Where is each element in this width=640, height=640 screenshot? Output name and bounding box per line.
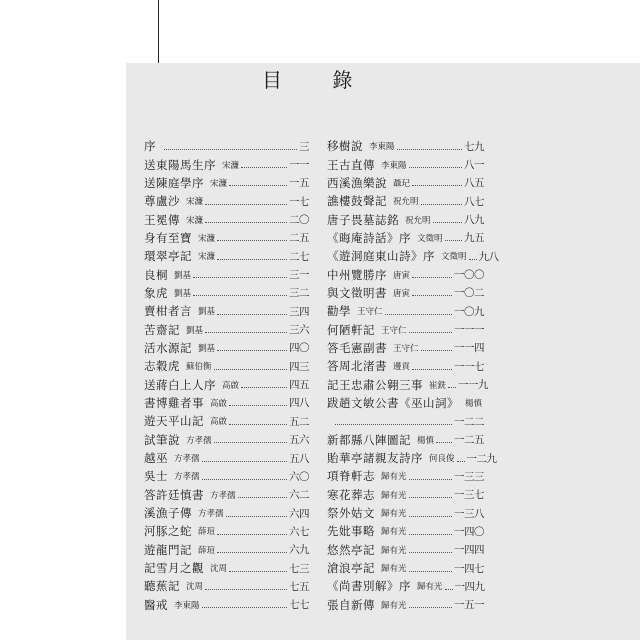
- toc-entry-page: 二五: [289, 232, 309, 245]
- toc-entry-title: 悠然亭記: [327, 542, 375, 557]
- toc-entry[interactable]: [144, 357, 309, 375]
- toc-entry-title: 譙樓鼓聲記: [327, 194, 387, 209]
- toc-entry-title: 與文徵明書: [327, 285, 387, 300]
- crop-mark-vertical: [158, 0, 159, 63]
- toc-entry[interactable]: [144, 265, 309, 283]
- toc-entry-author: 邊貢: [393, 362, 411, 373]
- toc-entry-author: 蘇伯衡: [186, 362, 212, 373]
- toc-entry[interactable]: [144, 486, 309, 504]
- toc-entry-author: 祝允明: [393, 197, 419, 208]
- toc-leader-dots: [445, 589, 453, 590]
- toc-entry-author: 劉基: [186, 325, 204, 336]
- toc-entry-title: 貽華亭諸親友詩序: [327, 451, 423, 466]
- toc-entry-author: 劉基: [198, 307, 216, 318]
- toc-entry-title: 勸學: [327, 304, 351, 319]
- toc-entry[interactable]: [327, 247, 499, 265]
- toc-entry-author: 楊慎: [417, 435, 435, 446]
- toc-entry-page: 七三: [289, 562, 309, 575]
- toc-entry-title: 西溪漁樂說: [327, 175, 387, 190]
- toc-entry[interactable]: [327, 302, 484, 320]
- toc-entry-page: 一一七: [454, 360, 484, 373]
- toc-entry-author: 方孝孺: [198, 509, 224, 520]
- toc-leader-dots: [229, 185, 287, 186]
- toc-leader-dots: [436, 442, 452, 443]
- toc-entry-title: 跋趙文敏公書《巫山詞》: [327, 395, 459, 410]
- toc-entry-page: 一四四: [454, 544, 484, 557]
- toc-entry-author: 宋濂: [198, 252, 216, 263]
- toc-entry-title: 滄浪亭記: [327, 561, 375, 576]
- toc-entry-author: 宋濂: [210, 178, 228, 189]
- toc-entry-title: 新都縣八陣圖記: [327, 432, 411, 447]
- toc-leader-dots: [409, 479, 452, 480]
- toc-leader-dots: [193, 277, 287, 278]
- toc-entry-author: 沈周: [210, 564, 228, 575]
- toc-entry[interactable]: [327, 504, 484, 522]
- toc-entry-title: 河豚之蛇: [144, 524, 192, 539]
- toc-entry-author: 歸有光: [381, 472, 407, 483]
- toc-entry-title: 聽蕉記: [144, 579, 180, 594]
- toc-entry-title: 良桐: [144, 267, 168, 282]
- toc-entry[interactable]: [144, 320, 309, 338]
- toc-entry-title: 寒花葬志: [327, 487, 375, 502]
- toc-leader-dots: [409, 332, 452, 333]
- toc-entry-page: 四八: [289, 397, 309, 410]
- toc-entry-author: 方孝孺: [210, 490, 236, 501]
- toc-entry-page: 三二: [289, 287, 309, 300]
- toc-entry[interactable]: [144, 375, 309, 393]
- toc-entry[interactable]: [327, 375, 489, 393]
- toc-entry[interactable]: [327, 339, 484, 357]
- toc-entry-title: 身有至寶: [144, 230, 192, 245]
- toc-entry[interactable]: [144, 596, 309, 614]
- toc-leader-dots: [421, 204, 462, 205]
- toc-entry[interactable]: [327, 210, 484, 228]
- toc-entry-page: 三四: [289, 305, 309, 318]
- toc-entry-page: 一二九: [466, 452, 497, 465]
- toc-entry-author: 宋濂: [198, 233, 216, 244]
- toc-entry-title: 中州覽勝序: [327, 267, 387, 282]
- toc-entry[interactable]: [144, 192, 309, 210]
- toc-entry[interactable]: [144, 284, 309, 302]
- toc-entry-title: 移樹說: [327, 139, 363, 154]
- toc-entry-author: 祝允明: [405, 215, 431, 226]
- toc-leader-dots: [409, 552, 452, 553]
- toc-leader-dots: [421, 350, 452, 351]
- toc-entry[interactable]: [144, 541, 309, 559]
- toc-entry-title: 吳士: [144, 469, 168, 484]
- toc-entry[interactable]: [327, 412, 484, 430]
- page-title: 目 錄: [262, 68, 375, 92]
- toc-entry-title: 送蔣白上人序: [144, 377, 216, 392]
- toc-entry-page: 七九: [464, 140, 484, 153]
- toc-entry-title: 記雪月之觀: [144, 561, 204, 576]
- toc-entry[interactable]: [327, 155, 484, 173]
- toc-leader-dots: [202, 479, 287, 480]
- toc-entry-title: 王冕傳: [144, 212, 180, 227]
- toc-entry[interactable]: [144, 339, 309, 357]
- toc-leader-dots: [214, 442, 287, 443]
- toc-leader-dots: [469, 259, 477, 260]
- toc-leader-dots: [412, 277, 452, 278]
- toc-entry[interactable]: [144, 137, 309, 155]
- toc-leader-dots: [229, 405, 287, 406]
- toc-leader-dots: [202, 607, 287, 608]
- toc-entry-author: 楊慎: [465, 398, 483, 409]
- toc-entry-title: 答毛憲副書: [327, 340, 387, 355]
- toc-entry-page: 八七: [464, 195, 484, 208]
- toc-entry-page: 五二: [289, 415, 309, 428]
- toc-entry-title: 答周北渚書: [327, 359, 387, 374]
- toc-entry-author: 何良俊: [429, 454, 455, 465]
- toc-entry-page: 一四九: [454, 580, 485, 593]
- toc-entry-page: 一〇九: [454, 305, 484, 318]
- toc-entry[interactable]: [327, 229, 484, 247]
- toc-leader-dots: [217, 259, 287, 260]
- toc-entry-page: 一四七: [454, 562, 484, 575]
- toc-leader-dots: [229, 571, 287, 572]
- toc-entry-page: 四三: [289, 360, 309, 373]
- toc-entry-page: 四〇: [289, 342, 309, 355]
- toc-entry-page: 三一: [289, 269, 309, 282]
- toc-entry-author: 宋濂: [222, 160, 240, 171]
- toc-entry[interactable]: [144, 394, 309, 412]
- toc-entry-page: 八五: [464, 177, 484, 190]
- toc-entry-author: 歸有光: [381, 600, 407, 611]
- toc-leader-dots: [238, 497, 287, 498]
- toc-entry[interactable]: [327, 449, 497, 467]
- toc-entry-page: 二〇: [289, 214, 309, 227]
- toc-entry[interactable]: [327, 559, 484, 577]
- toc-entry[interactable]: [327, 577, 484, 595]
- toc-entry-title: 尊盧沙: [144, 194, 180, 209]
- toc-entry[interactable]: [327, 284, 484, 302]
- toc-leader-dots: [193, 295, 287, 296]
- toc-entry-author: 宋濂: [186, 215, 204, 226]
- toc-entry-page: 六四: [289, 507, 309, 520]
- toc-entry-author: 崔銑: [429, 380, 447, 391]
- toc-entry[interactable]: [144, 174, 309, 192]
- toc-entry-title: 遊天平山記: [144, 414, 204, 429]
- toc-entry-page: 七七: [289, 599, 309, 612]
- toc-entry-author: 文徵明: [417, 233, 443, 244]
- toc-entry-author: 高啟: [210, 417, 228, 428]
- toc-leader-dots: [409, 167, 462, 168]
- toc-entry[interactable]: [144, 467, 309, 485]
- toc-entry-author: 文徵明: [441, 252, 467, 263]
- toc-entry-author: 沈周: [186, 582, 204, 593]
- toc-entry-author: 歸有光: [381, 490, 407, 501]
- toc-entry-author: 方孝孺: [186, 435, 212, 446]
- toc-entry[interactable]: [144, 559, 309, 577]
- toc-entry-title: 祭外姑文: [327, 506, 375, 521]
- toc-leader-dots: [229, 424, 287, 425]
- toc-entry-page: 九八: [478, 250, 499, 263]
- toc-leader-dots: [409, 516, 452, 517]
- toc-entry-author: 劉基: [174, 270, 192, 281]
- toc-leader-dots: [409, 534, 452, 535]
- toc-entry-title: 書博雞者事: [144, 395, 204, 410]
- toc-entry-page: 一二五: [454, 434, 484, 447]
- toc-entry-page: 一三八: [454, 507, 484, 520]
- toc-entry-page: 一二二: [454, 415, 484, 428]
- toc-entry-author: 高啟: [222, 380, 240, 391]
- toc-entry-page: 三六: [289, 324, 309, 337]
- toc-entry-page: 一四〇: [454, 525, 484, 538]
- toc-leader-dots: [409, 607, 452, 608]
- toc-entry-page: 一一九: [458, 379, 489, 392]
- toc-column-right: [327, 137, 499, 614]
- toc-entry-page: 五六: [289, 434, 309, 447]
- toc-leader-dots: [385, 314, 452, 315]
- toc-entry-author: 李東陽: [381, 160, 407, 171]
- toc-entry-author: 高啟: [210, 398, 228, 409]
- toc-entry-title: 何陋軒記: [327, 322, 375, 337]
- toc-entry-title: 越巫: [144, 451, 168, 466]
- toc-entry-title: 張自新傳: [327, 597, 375, 612]
- toc-entry-title: 王古直傳: [327, 157, 375, 172]
- toc-entry[interactable]: [144, 302, 309, 320]
- toc-entry-author: 方孝孺: [174, 472, 200, 483]
- toc-leader-dots: [445, 240, 462, 241]
- toc-entry-author: 歸有光: [381, 564, 407, 575]
- toc-leader-dots: [217, 240, 287, 241]
- toc-entry-page: 九五: [464, 232, 484, 245]
- toc-entry[interactable]: [327, 394, 484, 412]
- toc-entry-title: 送陳庭學序: [144, 175, 204, 190]
- toc-entry-page: 六二: [289, 489, 309, 502]
- toc-leader-dots: [217, 314, 287, 315]
- toc-leader-dots: [448, 387, 456, 388]
- toc-entry-page: 四五: [289, 379, 309, 392]
- toc-entry-author: 唐寅: [393, 288, 411, 299]
- toc-entry-page: 一五一: [454, 599, 484, 612]
- toc-entry-author: 歸有光: [381, 545, 407, 556]
- toc-entry-title: 賣柑者言: [144, 304, 192, 319]
- toc-entry[interactable]: [327, 596, 484, 614]
- toc-leader-dots: [205, 332, 287, 333]
- toc-leader-dots: [202, 461, 287, 462]
- toc-leader-dots: [241, 167, 287, 168]
- toc-entry-author: 薛瑄: [198, 545, 216, 556]
- toc-entry-title: 象虎: [144, 285, 168, 300]
- toc-entry-page: 一三三: [454, 470, 484, 483]
- toc-entry-title: 先妣事略: [327, 524, 375, 539]
- toc-entry-page: 一〇〇: [454, 269, 484, 282]
- toc-entry-author: 宋濂: [186, 197, 204, 208]
- toc-entry[interactable]: [144, 504, 309, 522]
- toc-entry-author: 李東陽: [174, 600, 200, 611]
- toc-entry[interactable]: [327, 467, 484, 485]
- toc-entry-title: 試筆說: [144, 432, 180, 447]
- toc-entry-title: 醫戒: [144, 597, 168, 612]
- toc-entry-title: 序: [144, 139, 156, 154]
- toc-entry[interactable]: [327, 431, 484, 449]
- toc-entry-page: 六九: [289, 544, 309, 557]
- toc-entry-page: 一七: [289, 195, 309, 208]
- toc-entry[interactable]: [144, 431, 309, 449]
- toc-entry-page: 一五: [289, 177, 309, 190]
- toc-entry-author: 歸有光: [381, 509, 407, 520]
- toc-leader-dots: [409, 571, 452, 572]
- toc-column-left: [144, 137, 309, 614]
- toc-entry[interactable]: [144, 229, 309, 247]
- toc-entry-title: 答許廷慎書: [144, 487, 204, 502]
- toc-entry-author: 薛瑄: [198, 527, 216, 538]
- toc-entry-page: 八一: [464, 159, 484, 172]
- toc-entry[interactable]: [327, 137, 484, 155]
- toc-entry[interactable]: [327, 541, 484, 559]
- toc-leader-dots: [409, 497, 452, 498]
- toc-entry[interactable]: [144, 412, 309, 430]
- toc-leader-dots: [457, 461, 465, 462]
- toc-entry[interactable]: [144, 522, 309, 540]
- toc-entry-title: 記王忠肅公翱三事: [327, 377, 423, 392]
- toc-entry-author: 聶玘: [393, 178, 411, 189]
- toc-entry-title: 苦齋記: [144, 322, 180, 337]
- toc-leader-dots: [217, 534, 287, 535]
- toc-leader-dots: [214, 369, 287, 370]
- toc-leader-dots: [226, 516, 287, 517]
- toc-leader-dots: [205, 589, 287, 590]
- toc-leader-dots: [335, 424, 452, 425]
- toc-entry-page: 一一四: [454, 342, 484, 355]
- toc-entry-title: 環翠亭記: [144, 249, 192, 264]
- toc-entry-title: 溪漁子傳: [144, 506, 192, 521]
- toc-entry-title: 《遊洞庭東山詩》序: [327, 249, 435, 264]
- toc-leader-dots: [217, 552, 287, 553]
- toc-entry[interactable]: [327, 192, 484, 210]
- toc-entry-author: 王守仁: [393, 343, 419, 354]
- toc-entry-title: 遊龍門記: [144, 542, 192, 557]
- toc-entry[interactable]: [144, 210, 309, 228]
- toc-entry[interactable]: [327, 320, 484, 338]
- toc-entry-title: 活水源記: [144, 340, 192, 355]
- toc-entry-page: 二七: [289, 250, 309, 263]
- toc-entry-page: 三: [299, 140, 309, 153]
- toc-leader-dots: [433, 222, 462, 223]
- toc-entry-page: 一三七: [454, 489, 484, 502]
- toc-leader-dots: [205, 222, 287, 223]
- toc-entry-author: 歸有光: [417, 582, 443, 593]
- toc-entry-author: 劉基: [198, 343, 216, 354]
- toc-entry-title: 項脊軒志: [327, 469, 375, 484]
- toc-entry-page: 一〇二: [454, 287, 484, 300]
- toc-entry-author: 歸有光: [381, 527, 407, 538]
- toc-entry-page: 六〇: [289, 470, 309, 483]
- toc-entry-page: 五八: [289, 452, 309, 465]
- toc-entry[interactable]: [144, 577, 309, 595]
- toc-entry-title: 《尚書別解》序: [327, 579, 411, 594]
- toc-leader-dots: [412, 369, 452, 370]
- toc-entry-author: 劉基: [174, 288, 192, 299]
- toc-entry-title: 唐子畏墓誌銘: [327, 212, 399, 227]
- toc-entry-author: 唐寅: [393, 270, 411, 281]
- toc-leader-dots: [412, 295, 452, 296]
- toc-leader-dots: [205, 204, 287, 205]
- toc-leader-dots: [412, 185, 462, 186]
- toc-entry-page: 七五: [289, 580, 309, 593]
- toc-entry-page: 八九: [464, 214, 484, 227]
- toc-entry[interactable]: [327, 357, 484, 375]
- toc-leader-dots: [164, 149, 297, 150]
- toc-entry-title: 志穀虎: [144, 359, 180, 374]
- toc-entry-author: 李東陽: [369, 142, 395, 153]
- toc-entry[interactable]: [144, 247, 309, 265]
- toc-entry-page: 一一: [289, 159, 309, 172]
- toc-leader-dots: [217, 350, 287, 351]
- toc-entry-author: 王守仁: [381, 325, 407, 336]
- toc-entry[interactable]: [327, 265, 484, 283]
- toc-entry-page: 一一一: [454, 324, 484, 337]
- toc-entry-author: 方孝孺: [174, 454, 200, 465]
- toc-entry-author: 王守仁: [357, 307, 383, 318]
- toc-entry[interactable]: [144, 449, 309, 467]
- toc-entry-title: 《晦庵詩話》序: [327, 230, 411, 245]
- toc-entry[interactable]: [327, 486, 484, 504]
- toc-entry[interactable]: [327, 522, 484, 540]
- toc-entry-title: 送東陽馬生序: [144, 157, 216, 172]
- toc-entry-page: 六七: [289, 525, 309, 538]
- toc-entry[interactable]: [144, 155, 309, 173]
- toc-leader-dots: [397, 149, 462, 150]
- toc-leader-dots: [241, 387, 287, 388]
- toc-entry[interactable]: [327, 174, 484, 192]
